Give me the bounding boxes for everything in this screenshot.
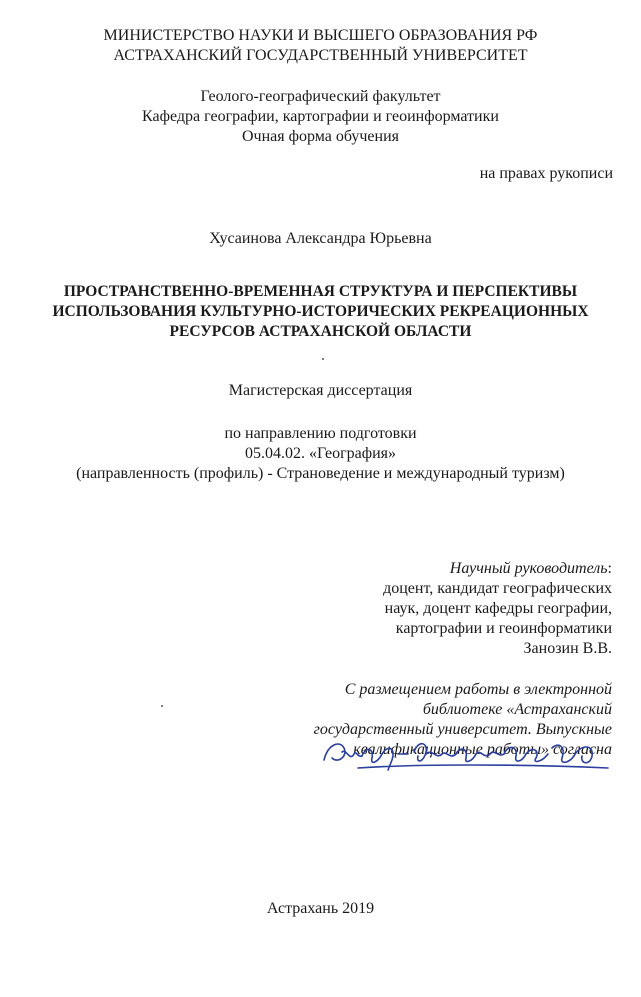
handwritten-signature bbox=[318, 718, 618, 778]
thesis-title-line-1: ПРОСТРАНСТВЕННО-ВРЕМЕННАЯ СТРУКТУРА И ПЕРСПЕКТИВЫ bbox=[63, 283, 578, 300]
city-year: Астрахань 2019 bbox=[266, 900, 375, 917]
supervisor-label-colon: : bbox=[607, 560, 612, 577]
consent-line-3: государственный университет. Выпускные bbox=[313, 721, 612, 738]
scan-speck bbox=[161, 705, 163, 707]
work-type: Магистерская диссертация bbox=[228, 382, 413, 399]
manuscript-note: на правах рукописи bbox=[479, 165, 613, 182]
consent-line-4: квалификационные работы» согласна bbox=[353, 741, 612, 758]
department-name: Кафедра географии, картографии и геоинформатики bbox=[142, 108, 499, 125]
scan-speck bbox=[322, 358, 324, 360]
ministry-heading: МИНИСТЕРСТВО НАУКИ И ВЫСШЕГО ОБРАЗОВАНИЯ РФ bbox=[103, 27, 538, 44]
university-heading: АСТРАХАНСКИЙ ГОСУДАРСТВЕННЫЙ УНИВЕРСИТЕТ bbox=[113, 47, 528, 64]
direction-line-2: 05.04.02. «География» bbox=[244, 445, 397, 462]
consent-line-1: С размещением работы в электронной bbox=[344, 681, 612, 698]
supervisor-name: Занозин В.В. bbox=[523, 640, 612, 657]
supervisor-label bbox=[450, 559, 612, 579]
study-form: Очная форма обучения bbox=[241, 128, 400, 145]
thesis-title-line-3: РЕСУРСОВ АСТРАХАНСКОЙ ОБЛАСТИ bbox=[169, 323, 472, 340]
supervisor-title-line-2: наук, доцент кафедры географии, bbox=[384, 600, 612, 617]
supervisor-title-line-3: картографии и геоинформатики bbox=[395, 620, 612, 637]
consent-line-2: библиотеке «Астраханский bbox=[422, 701, 612, 718]
supervisor-title-line-1: доцент, кандидат географических bbox=[383, 580, 612, 597]
direction-line-3: (направленность (профиль) - Страноведение и международный туризм) bbox=[76, 465, 565, 482]
faculty-name: Геолого-географический факультет bbox=[200, 88, 441, 105]
thesis-title-line-2: ИСПОЛЬЗОВАНИЯ КУЛЬТУРНО-ИСТОРИЧЕСКИХ РЕКРЕАЦИОННЫХ bbox=[52, 303, 589, 320]
author-name: Хусаинова Александра Юрьевна bbox=[209, 230, 432, 247]
supervisor-label-text: Научный руководитель bbox=[449, 560, 608, 577]
direction-line-1: по направлению подготовки bbox=[224, 425, 417, 442]
